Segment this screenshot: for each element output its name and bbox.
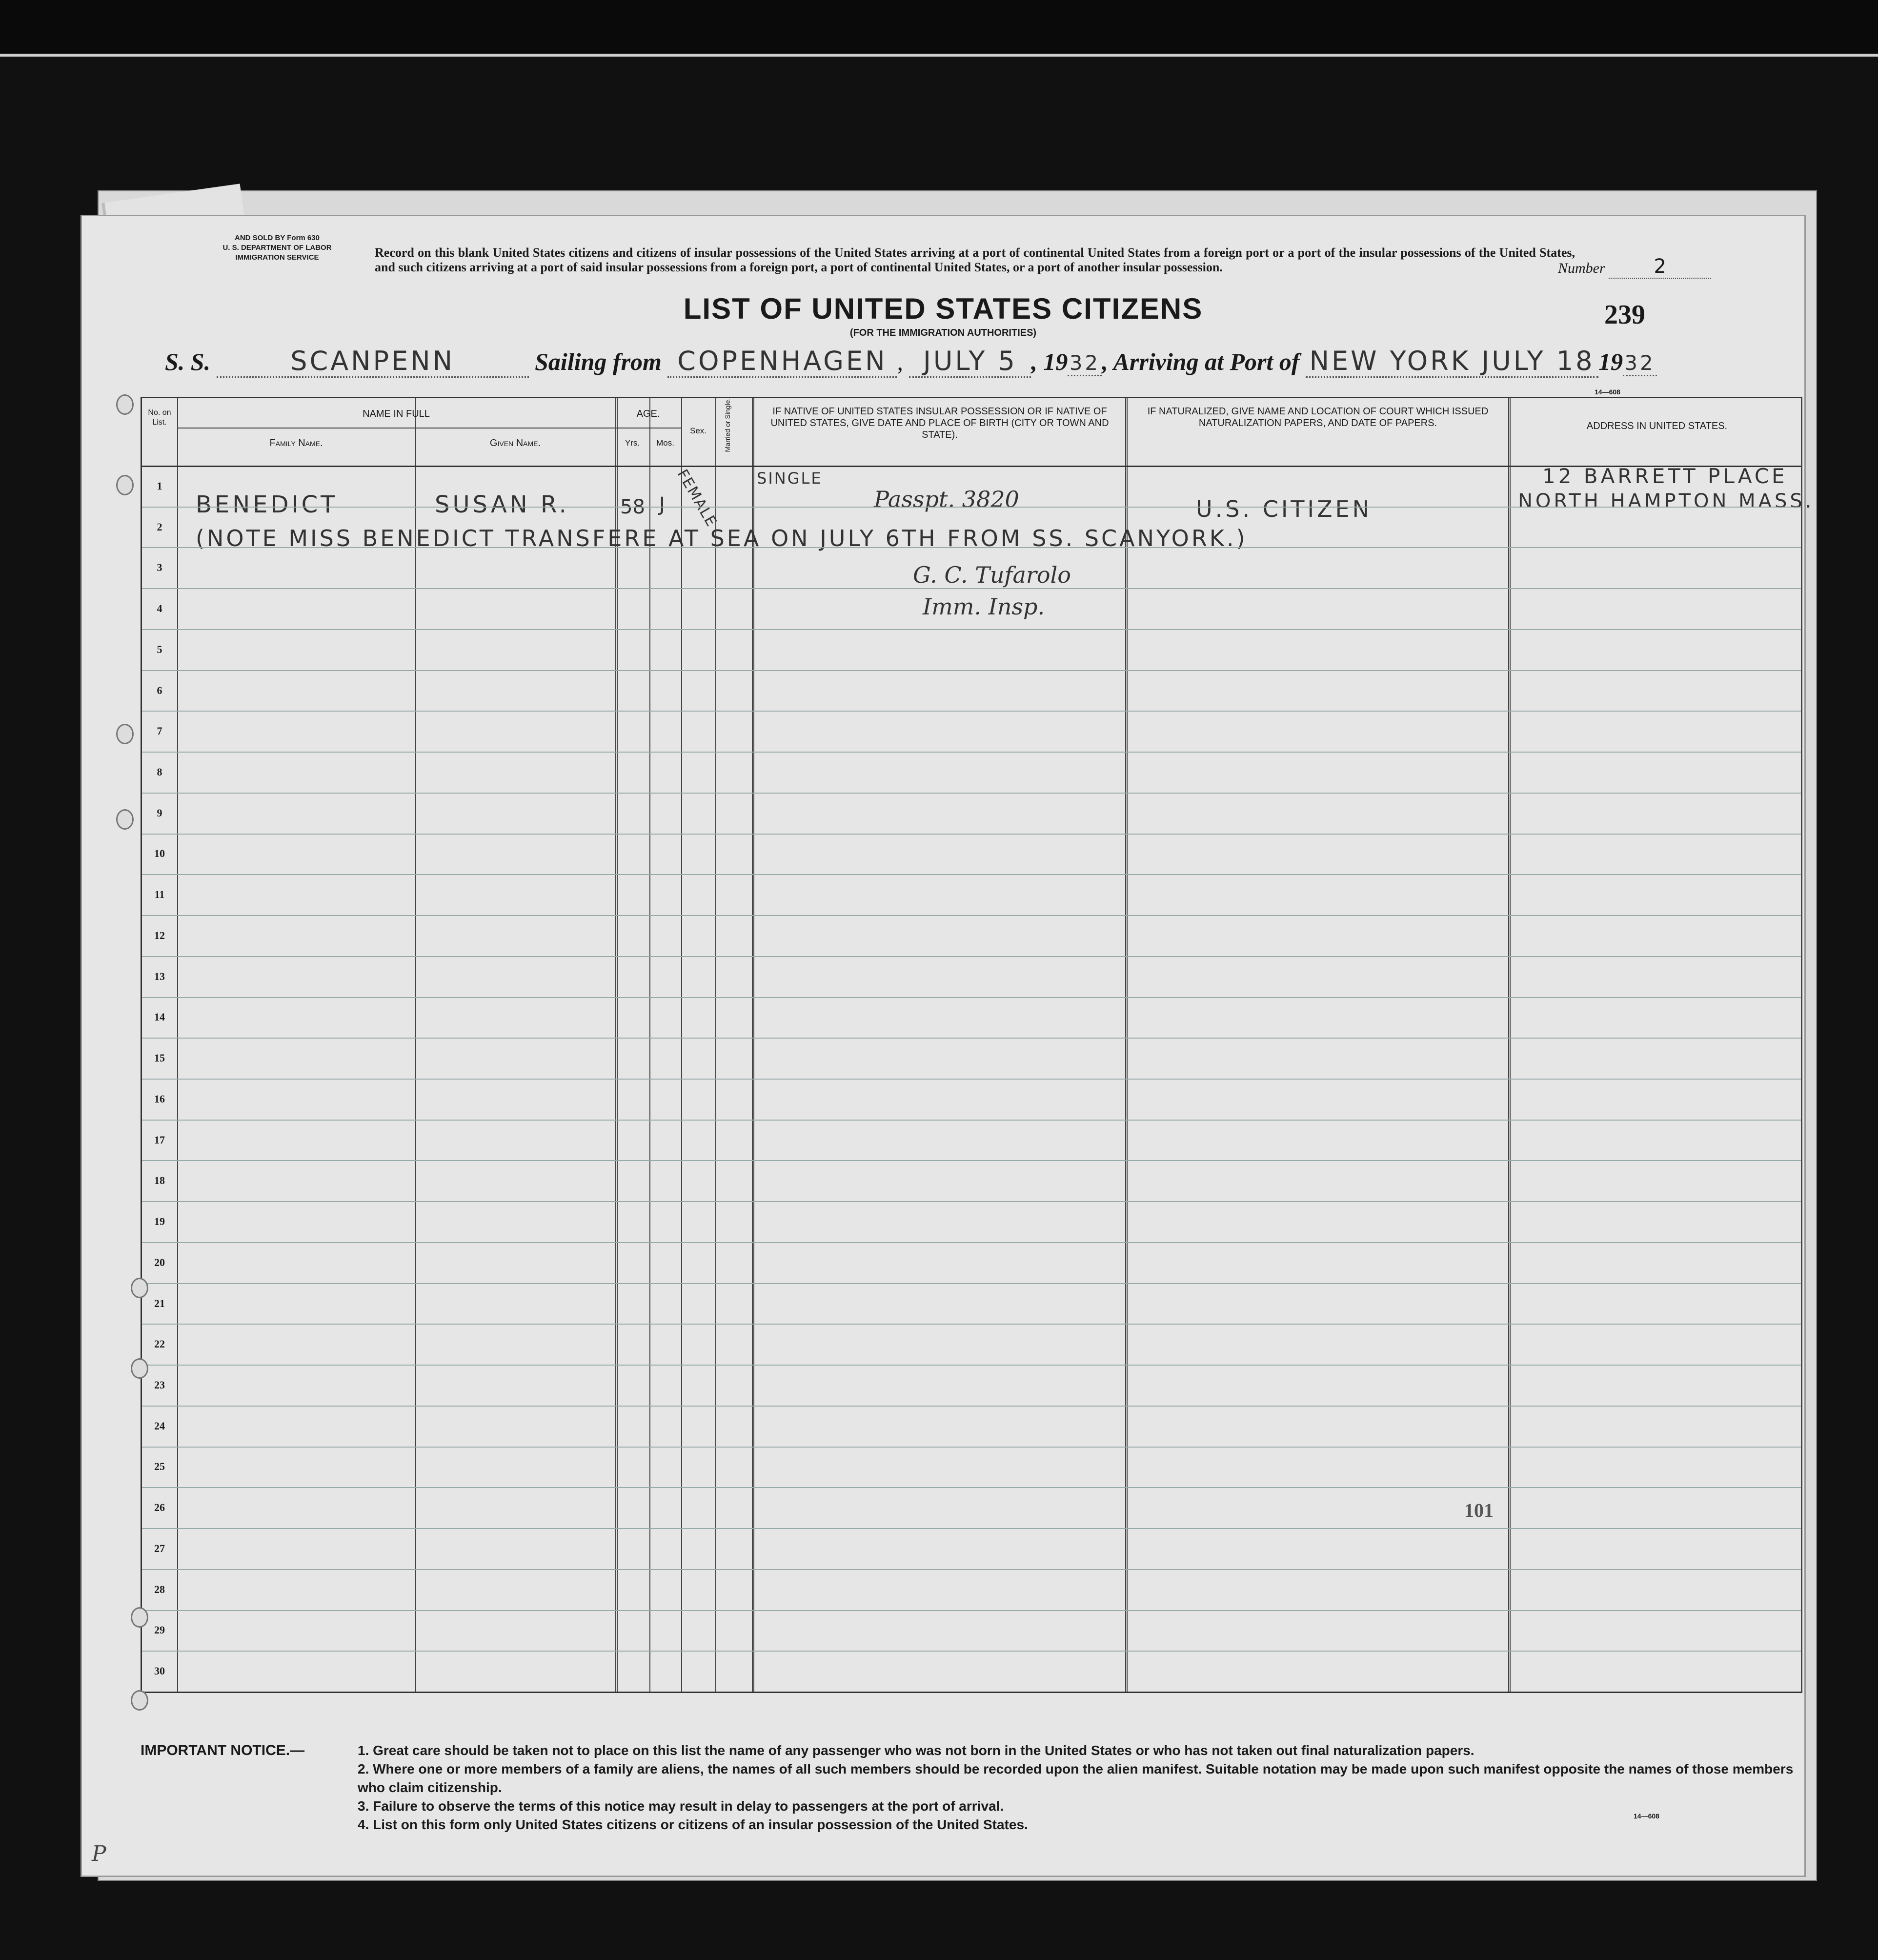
header-no: No. on List.	[148, 408, 171, 427]
binding-hole	[116, 394, 134, 415]
binding-hole	[116, 809, 134, 830]
row-line	[142, 711, 1801, 712]
passport-note: Passpt. 3820	[874, 486, 1019, 512]
header-naturalized: IF NATURALIZED, GIVE NAME AND LOCATION OF COURT WHICH ISSUED NATURALIZATION PAPERS, AND DATE OF PAPERS.	[1147, 406, 1489, 429]
arriving-label: , Arriving at Port of	[1102, 348, 1300, 375]
ss-label: S. S.	[165, 348, 211, 375]
page-stamp: 101	[1464, 1499, 1494, 1521]
family-name: BENEDICT	[196, 491, 338, 518]
row-number: 29	[154, 1624, 165, 1636]
row-number: 7	[157, 725, 162, 737]
form-number: Form 630	[287, 234, 320, 242]
binding-hole	[131, 1607, 148, 1628]
column-divider	[415, 398, 416, 1692]
inspector-title: Imm. Insp.	[923, 593, 1045, 620]
row-number: 15	[154, 1052, 165, 1064]
column-divider	[615, 398, 618, 1692]
header-given: Given Name.	[489, 438, 541, 449]
row-line	[142, 1079, 1801, 1080]
row-line	[142, 915, 1801, 916]
row-line	[142, 997, 1801, 998]
page-number: 239	[1604, 300, 1645, 330]
row-line	[142, 834, 1801, 835]
row-number: 11	[154, 888, 165, 901]
row-number: 9	[157, 806, 162, 819]
binding-hole	[131, 1278, 148, 1298]
corner-mark: P	[92, 1841, 106, 1866]
row-line	[142, 1160, 1801, 1161]
column-divider	[752, 398, 754, 1692]
important-notice	[141, 1741, 1799, 1834]
transfer-note: (NOTE MISS BENEDICT TRANSFERE AT SEA ON JULY 6TH FROM SS. SCANYORK.)	[196, 525, 1248, 551]
header-divider	[177, 428, 681, 429]
column-divider	[177, 398, 178, 1692]
row-line	[142, 1120, 1801, 1121]
row-number: 6	[157, 684, 162, 696]
notice-item: 3. Failure to observe the terms of this notice may result in delay to passengers at the port of arrival.	[358, 1798, 1004, 1814]
row-line	[142, 1406, 1801, 1407]
row-line	[142, 1201, 1801, 1202]
column-divider	[681, 398, 682, 1692]
sex: FEMALE	[673, 467, 721, 531]
header-yrs: Yrs.	[625, 438, 640, 448]
printer-code: 14—608	[1595, 388, 1620, 396]
row-number: 19	[154, 1215, 165, 1228]
manifest-page	[81, 215, 1815, 1877]
given-name: SUSAN R.	[435, 491, 569, 518]
row-number: 10	[154, 847, 165, 860]
row-number: 5	[157, 643, 162, 655]
row-line	[142, 1242, 1801, 1243]
number-value: 2	[1609, 255, 1711, 279]
row-line	[142, 1610, 1801, 1611]
row-line	[142, 956, 1801, 957]
address-line: 12 BARRETT PLACE	[1542, 464, 1788, 488]
address-line: NORTH HAMPTON MASS.	[1518, 490, 1815, 512]
column-divider	[1801, 398, 1802, 1692]
header-native: IF NATIVE OF UNITED STATES INSULAR POSSESSION OR IF NATIVE OF UNITED STATES, GIVE DATE AND PLACE OF BIRTH (CITY OR TOWN AND STATE).	[770, 406, 1109, 440]
row-line	[142, 793, 1801, 794]
header-mos: Mos.	[656, 438, 674, 448]
row-number: 13	[154, 970, 165, 982]
row-number: 24	[154, 1419, 165, 1432]
header-married: Married or Single.	[724, 398, 731, 452]
notice-heading: IMPORTANT NOTICE.—	[141, 1742, 305, 1758]
row-line	[142, 1569, 1801, 1570]
row-number: 17	[154, 1133, 165, 1146]
row-number: 8	[157, 766, 162, 778]
scan-border	[0, 0, 1878, 57]
column-divider	[1508, 398, 1511, 1692]
row-number: 22	[154, 1338, 165, 1350]
header-age: AGE.	[636, 408, 660, 419]
notice-item: 1. Great care should be taken not to place on this list the name of any passenger who was not born in the United States or who has not taken out final naturalization papers.	[358, 1743, 1474, 1758]
passenger-table	[141, 397, 1815, 1693]
row-line	[142, 1528, 1801, 1529]
ship-name: SCANPENN	[217, 346, 529, 378]
row-line	[142, 547, 1801, 548]
voyage-line: S. S. SCANPENN Sailing from COPENHAGEN , JULY 5 , 1932, Arriving at Port of NEW YORK JULY 18 1932	[165, 346, 1657, 378]
age-months: J	[659, 493, 665, 516]
department-imprint	[141, 233, 414, 263]
row-number: 20	[154, 1256, 165, 1268]
citizenship-note: U.S. CITIZEN	[1196, 496, 1373, 522]
row-number: 12	[154, 929, 165, 941]
row-number: 1	[157, 479, 162, 492]
list-number	[1558, 255, 1711, 279]
row-line	[142, 1283, 1801, 1284]
row-line	[142, 588, 1801, 589]
row-number: 30	[154, 1665, 165, 1677]
sailing-year: 32	[1068, 351, 1102, 376]
binding-hole	[131, 1358, 148, 1379]
header-sex: Sex.	[689, 426, 707, 435]
row-line	[142, 1324, 1801, 1325]
binding-hole	[116, 475, 134, 495]
binding-hole	[116, 724, 134, 744]
row-number: 4	[157, 602, 162, 615]
column-divider	[649, 398, 650, 1692]
row-line	[142, 1038, 1801, 1039]
row-number: 28	[154, 1583, 165, 1595]
marital-status: SINGLE	[757, 469, 823, 488]
notice-item: 2. Where one or more members of a family are aliens, the names of all such members should be recorded upon the alien manifest. Suitable notation may be made upon such manifest opposite the names of those members who claim citizenship.	[358, 1761, 1794, 1795]
year-prefix: 19	[1598, 348, 1623, 375]
row-number: 2	[157, 520, 162, 533]
row-line	[142, 629, 1801, 630]
number-label: Number	[1558, 260, 1605, 276]
imprint-line: IMMIGRATION SERVICE	[235, 253, 319, 262]
arrival-port: NEW YORK JULY 18	[1306, 346, 1598, 378]
row-line	[142, 1365, 1801, 1366]
header-name: NAME IN FULL	[363, 408, 430, 419]
row-line	[142, 507, 1801, 508]
sailing-label: Sailing from	[535, 348, 662, 375]
row-line	[142, 874, 1801, 875]
row-number: 27	[154, 1542, 165, 1554]
header-address: ADDRESS IN UNITED STATES.	[1586, 421, 1728, 431]
record-instructions: Record on this blank United States citizens and citizens of insular possessions of the United States arriving at a port of continental United States from a foreign port or a port of the insular possessions of the United States, and such citizens arriving at a port of said insular possessions from a foreign port, a port of continental United States, or a port of another insular possession.	[375, 245, 1575, 274]
row-line	[142, 752, 1801, 753]
notice-item: 4. List on this form only United States citizens or citizens of an insular possession of the United States.	[358, 1817, 1028, 1832]
row-number: 18	[154, 1174, 165, 1187]
row-number: 23	[154, 1379, 165, 1391]
arrival-year: 32	[1623, 351, 1657, 376]
imprint-line: U. S. DEPARTMENT OF LABOR	[222, 244, 332, 252]
year-prefix: , 19	[1031, 348, 1068, 375]
sailing-port: COPENHAGEN	[667, 346, 897, 378]
row-number: 16	[154, 1092, 165, 1105]
row-number: 25	[154, 1460, 165, 1473]
column-divider	[1125, 398, 1128, 1692]
page-title: LIST OF UNITED STATES CITIZENS	[683, 292, 1203, 325]
page-subtitle: (FOR THE IMMIGRATION AUTHORITIES)	[849, 327, 1037, 338]
row-line	[142, 1447, 1801, 1448]
age-years: 58	[620, 496, 645, 518]
row-number: 3	[157, 561, 162, 574]
row-line	[142, 1487, 1801, 1488]
imprint-line: AND SOLD BY	[235, 234, 285, 242]
row-line	[142, 670, 1801, 671]
row-number: 14	[154, 1011, 165, 1023]
row-line	[142, 1651, 1801, 1652]
column-divider	[715, 398, 716, 1692]
header-family: Family Name.	[269, 438, 323, 449]
binding-hole	[131, 1690, 148, 1711]
row-number: 21	[154, 1297, 165, 1309]
form-code: 14—608	[1634, 1812, 1659, 1820]
sailing-date: JULY 5	[909, 346, 1031, 378]
inspector-signature: G. C. Tufarolo	[913, 562, 1071, 588]
row-number: 26	[154, 1501, 165, 1514]
